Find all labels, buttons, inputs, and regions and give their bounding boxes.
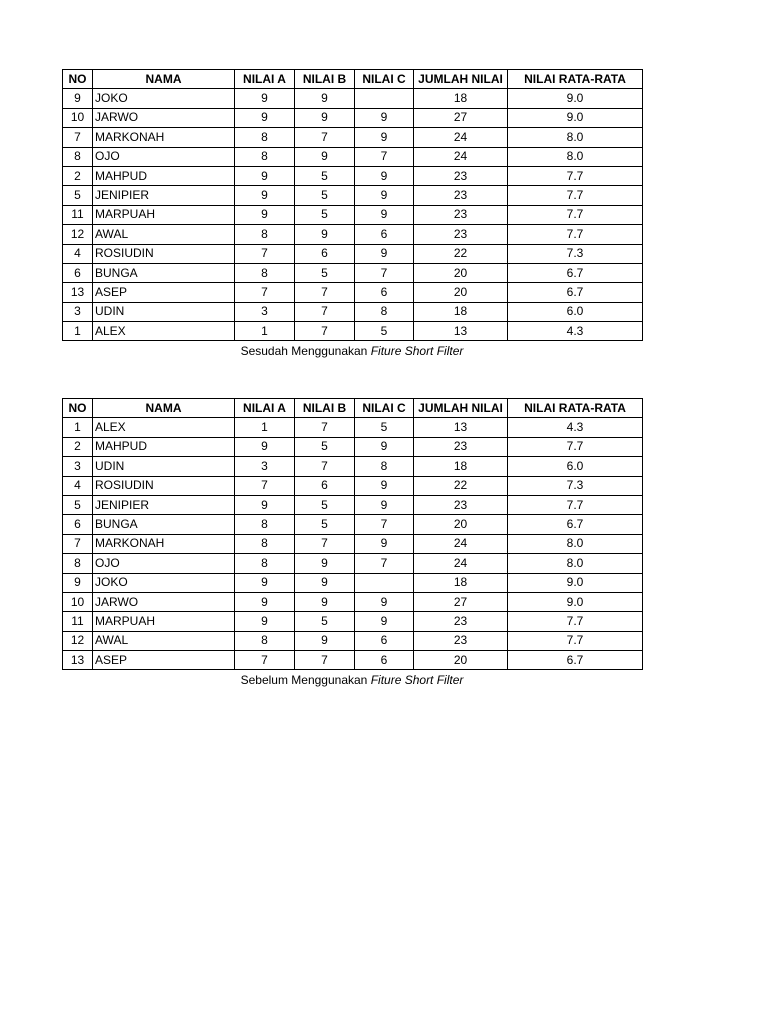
table-row — [63, 283, 643, 302]
cell-nilai-c: 9 — [355, 128, 414, 147]
header-no: NO — [63, 399, 93, 418]
cell-nilai-rata-rata: 7.7 — [508, 495, 643, 514]
cell-nilai-rata-rata: 7.7 — [508, 612, 643, 631]
cell-nilai-rata-rata: 7.7 — [508, 205, 643, 224]
cell-nilai-b: 7 — [295, 457, 355, 476]
cell-nilai-b: 9 — [295, 108, 355, 127]
cell-no: 4 — [63, 244, 93, 263]
caption-text: Sesudah Menggunakan — [240, 344, 368, 359]
cell-nilai-b: 7 — [295, 651, 355, 670]
cell-nilai-a: 9 — [235, 108, 295, 127]
cell-nilai-c: 6 — [355, 283, 414, 302]
cell-jumlah-nilai: 20 — [414, 651, 508, 670]
cell-nama: JOKO — [93, 573, 235, 592]
table-row — [63, 457, 643, 476]
cell-no: 6 — [63, 515, 93, 534]
cell-nilai-b: 5 — [295, 515, 355, 534]
cell-nilai-c: 8 — [355, 302, 414, 321]
cell-no: 13 — [63, 651, 93, 670]
table-row — [63, 302, 643, 321]
cell-nilai-a: 9 — [235, 205, 295, 224]
cell-nama: JARWO — [93, 592, 235, 611]
table-row — [63, 631, 643, 650]
cell-nilai-a: 7 — [235, 244, 295, 263]
table-body — [63, 418, 643, 670]
table-row — [63, 612, 643, 631]
cell-no: 8 — [63, 147, 93, 166]
cell-jumlah-nilai: 23 — [414, 495, 508, 514]
cell-nilai-c: 7 — [355, 147, 414, 166]
cell-nilai-a: 9 — [235, 166, 295, 185]
cell-nilai-c: 9 — [355, 108, 414, 127]
cell-nilai-c — [355, 89, 414, 108]
cell-nilai-a: 1 — [235, 418, 295, 437]
cell-jumlah-nilai: 27 — [414, 592, 508, 611]
header-jumlah-nilai: JUMLAH NILAI — [414, 399, 508, 418]
cell-nilai-b: 7 — [295, 534, 355, 553]
cell-no: 2 — [63, 437, 93, 456]
cell-jumlah-nilai: 13 — [414, 418, 508, 437]
cell-nama: ALEX — [93, 418, 235, 437]
cell-nilai-a: 9 — [235, 89, 295, 108]
sorted-grade-table — [62, 69, 643, 341]
cell-nilai-rata-rata: 9.0 — [508, 592, 643, 611]
cell-nilai-c: 9 — [355, 437, 414, 456]
cell-jumlah-nilai: 23 — [414, 166, 508, 185]
cell-nilai-b: 9 — [295, 573, 355, 592]
header-nilai-a: NILAI A — [235, 70, 295, 89]
cell-no: 4 — [63, 476, 93, 495]
cell-nama: MARKONAH — [93, 128, 235, 147]
cell-nilai-b: 9 — [295, 554, 355, 573]
cell-no: 3 — [63, 457, 93, 476]
cell-nilai-rata-rata: 7.7 — [508, 166, 643, 185]
cell-nilai-b: 7 — [295, 128, 355, 147]
cell-jumlah-nilai: 24 — [414, 534, 508, 553]
cell-nilai-a: 8 — [235, 128, 295, 147]
table-row — [63, 147, 643, 166]
cell-nama: JENIPIER — [93, 495, 235, 514]
cell-nilai-rata-rata: 4.3 — [508, 322, 643, 341]
table-row — [63, 515, 643, 534]
cell-jumlah-nilai: 20 — [414, 263, 508, 282]
cell-no: 10 — [63, 108, 93, 127]
cell-no: 5 — [63, 186, 93, 205]
cell-nilai-c: 9 — [355, 476, 414, 495]
caption-text: Sebelum Menggunakan — [240, 673, 368, 688]
cell-nilai-c: 9 — [355, 244, 414, 263]
cell-jumlah-nilai: 13 — [414, 322, 508, 341]
cell-nilai-b: 7 — [295, 418, 355, 437]
cell-nilai-b: 9 — [295, 89, 355, 108]
table-row — [63, 166, 643, 185]
cell-nilai-c: 6 — [355, 631, 414, 650]
caption-emphasis: Fiture Short Filter — [370, 344, 464, 359]
cell-nilai-c — [355, 573, 414, 592]
cell-nama: MAHPUD — [93, 437, 235, 456]
table-row — [63, 534, 643, 553]
table-row — [63, 495, 643, 514]
cell-jumlah-nilai: 18 — [414, 573, 508, 592]
table-row — [63, 108, 643, 127]
cell-nilai-rata-rata: 9.0 — [508, 89, 643, 108]
cell-nilai-b: 5 — [295, 263, 355, 282]
cell-nilai-rata-rata: 4.3 — [508, 418, 643, 437]
cell-jumlah-nilai: 18 — [414, 302, 508, 321]
cell-nilai-c: 5 — [355, 418, 414, 437]
cell-nilai-rata-rata: 6.7 — [508, 263, 643, 282]
cell-nilai-rata-rata: 6.7 — [508, 283, 643, 302]
cell-nilai-b: 9 — [295, 631, 355, 650]
cell-nilai-a: 7 — [235, 476, 295, 495]
table-caption — [62, 343, 642, 359]
table-row — [63, 89, 643, 108]
cell-nilai-a: 7 — [235, 283, 295, 302]
cell-nama: UDIN — [93, 302, 235, 321]
table-row — [63, 592, 643, 611]
cell-nilai-a: 8 — [235, 225, 295, 244]
cell-jumlah-nilai: 22 — [414, 476, 508, 495]
cell-nilai-b: 5 — [295, 437, 355, 456]
cell-nilai-rata-rata: 9.0 — [508, 108, 643, 127]
cell-nilai-c: 9 — [355, 495, 414, 514]
cell-nilai-b: 7 — [295, 283, 355, 302]
cell-jumlah-nilai: 23 — [414, 205, 508, 224]
cell-nilai-b: 5 — [295, 205, 355, 224]
cell-nilai-b: 5 — [295, 612, 355, 631]
header-nilai-c: NILAI C — [355, 399, 414, 418]
table-header-row — [63, 399, 643, 418]
cell-jumlah-nilai: 23 — [414, 437, 508, 456]
cell-jumlah-nilai: 20 — [414, 515, 508, 534]
cell-jumlah-nilai: 18 — [414, 457, 508, 476]
cell-nilai-a: 9 — [235, 437, 295, 456]
table-row — [63, 128, 643, 147]
cell-no: 1 — [63, 418, 93, 437]
table-row — [63, 322, 643, 341]
header-nama: NAMA — [93, 399, 235, 418]
cell-nama: MARPUAH — [93, 205, 235, 224]
cell-nama: BUNGA — [93, 263, 235, 282]
table-caption — [62, 672, 642, 688]
cell-nama: AWAL — [93, 631, 235, 650]
cell-jumlah-nilai: 23 — [414, 612, 508, 631]
table-row — [63, 573, 643, 592]
table-row — [63, 554, 643, 573]
cell-jumlah-nilai: 22 — [414, 244, 508, 263]
table-row — [63, 476, 643, 495]
header-jumlah-nilai: JUMLAH NILAI — [414, 70, 508, 89]
cell-nilai-a: 8 — [235, 554, 295, 573]
cell-nilai-c: 9 — [355, 186, 414, 205]
cell-jumlah-nilai: 24 — [414, 128, 508, 147]
cell-nilai-c: 9 — [355, 534, 414, 553]
cell-nilai-a: 9 — [235, 592, 295, 611]
table-row — [63, 437, 643, 456]
cell-jumlah-nilai: 24 — [414, 147, 508, 166]
cell-no: 1 — [63, 322, 93, 341]
cell-nilai-rata-rata: 7.7 — [508, 186, 643, 205]
cell-nilai-c: 6 — [355, 225, 414, 244]
cell-nilai-c: 7 — [355, 263, 414, 282]
table-row — [63, 418, 643, 437]
cell-nilai-b: 6 — [295, 244, 355, 263]
unsorted-grade-table — [62, 398, 643, 670]
cell-nilai-a: 8 — [235, 263, 295, 282]
table-row — [63, 205, 643, 224]
cell-no: 9 — [63, 89, 93, 108]
cell-nilai-c: 9 — [355, 612, 414, 631]
cell-nama: ROSIUDIN — [93, 244, 235, 263]
cell-nama: JOKO — [93, 89, 235, 108]
cell-jumlah-nilai: 18 — [414, 89, 508, 108]
table-body — [63, 89, 643, 341]
cell-no: 10 — [63, 592, 93, 611]
cell-nilai-rata-rata: 8.0 — [508, 147, 643, 166]
cell-nama: AWAL — [93, 225, 235, 244]
cell-no: 6 — [63, 263, 93, 282]
cell-nilai-rata-rata: 8.0 — [508, 128, 643, 147]
cell-nilai-rata-rata: 7.7 — [508, 437, 643, 456]
cell-nilai-a: 8 — [235, 515, 295, 534]
cell-no: 7 — [63, 534, 93, 553]
header-nama: NAMA — [93, 70, 235, 89]
cell-jumlah-nilai: 23 — [414, 225, 508, 244]
cell-nama: ASEP — [93, 283, 235, 302]
cell-nilai-a: 3 — [235, 457, 295, 476]
cell-nilai-b: 9 — [295, 147, 355, 166]
cell-jumlah-nilai: 27 — [414, 108, 508, 127]
cell-nilai-a: 9 — [235, 573, 295, 592]
table-row — [63, 244, 643, 263]
cell-no: 8 — [63, 554, 93, 573]
cell-nama: ROSIUDIN — [93, 476, 235, 495]
unsorted-table-block — [62, 398, 642, 688]
cell-nilai-a: 1 — [235, 322, 295, 341]
header-nilai-c: NILAI C — [355, 70, 414, 89]
cell-nilai-c: 9 — [355, 592, 414, 611]
header-nilai-rata-rata: NILAI RATA-RATA — [508, 70, 643, 89]
cell-nilai-c: 5 — [355, 322, 414, 341]
cell-nilai-rata-rata: 7.3 — [508, 476, 643, 495]
cell-nama: MARPUAH — [93, 612, 235, 631]
table-row — [63, 263, 643, 282]
cell-nilai-b: 5 — [295, 186, 355, 205]
table-row — [63, 651, 643, 670]
cell-nilai-a: 8 — [235, 534, 295, 553]
cell-nilai-rata-rata: 6.0 — [508, 457, 643, 476]
cell-nilai-rata-rata: 9.0 — [508, 573, 643, 592]
cell-nilai-c: 9 — [355, 205, 414, 224]
cell-nilai-a: 8 — [235, 147, 295, 166]
cell-no: 5 — [63, 495, 93, 514]
cell-nama: JARWO — [93, 108, 235, 127]
header-nilai-b: NILAI B — [295, 399, 355, 418]
cell-nilai-a: 3 — [235, 302, 295, 321]
cell-nilai-rata-rata: 6.0 — [508, 302, 643, 321]
cell-nilai-c: 8 — [355, 457, 414, 476]
cell-jumlah-nilai: 23 — [414, 186, 508, 205]
cell-no: 7 — [63, 128, 93, 147]
cell-no: 12 — [63, 225, 93, 244]
cell-nilai-c: 7 — [355, 554, 414, 573]
cell-nama: MARKONAH — [93, 534, 235, 553]
cell-nilai-rata-rata: 8.0 — [508, 534, 643, 553]
cell-nilai-rata-rata: 7.3 — [508, 244, 643, 263]
cell-nilai-c: 7 — [355, 515, 414, 534]
cell-nilai-b: 5 — [295, 166, 355, 185]
cell-jumlah-nilai: 20 — [414, 283, 508, 302]
header-nilai-rata-rata: NILAI RATA-RATA — [508, 399, 643, 418]
cell-nama: OJO — [93, 147, 235, 166]
cell-nilai-rata-rata: 6.7 — [508, 651, 643, 670]
cell-nilai-a: 9 — [235, 612, 295, 631]
cell-nilai-b: 9 — [295, 225, 355, 244]
cell-nilai-c: 9 — [355, 166, 414, 185]
sorted-table-block — [62, 69, 642, 359]
cell-nilai-a: 8 — [235, 631, 295, 650]
cell-nilai-rata-rata: 8.0 — [508, 554, 643, 573]
cell-nilai-a: 9 — [235, 495, 295, 514]
cell-nilai-b: 7 — [295, 302, 355, 321]
header-no: NO — [63, 70, 93, 89]
cell-nama: ALEX — [93, 322, 235, 341]
cell-nilai-c: 6 — [355, 651, 414, 670]
cell-no: 11 — [63, 205, 93, 224]
cell-nilai-b: 9 — [295, 592, 355, 611]
header-nilai-b: NILAI B — [295, 70, 355, 89]
cell-nama: JENIPIER — [93, 186, 235, 205]
cell-nilai-rata-rata: 7.7 — [508, 225, 643, 244]
cell-jumlah-nilai: 24 — [414, 554, 508, 573]
cell-nama: ASEP — [93, 651, 235, 670]
cell-nilai-rata-rata: 6.7 — [508, 515, 643, 534]
cell-nilai-rata-rata: 7.7 — [508, 631, 643, 650]
cell-nilai-b: 5 — [295, 495, 355, 514]
cell-no: 9 — [63, 573, 93, 592]
cell-nilai-a: 7 — [235, 651, 295, 670]
cell-jumlah-nilai: 23 — [414, 631, 508, 650]
cell-nilai-a: 9 — [235, 186, 295, 205]
table-row — [63, 186, 643, 205]
cell-no: 3 — [63, 302, 93, 321]
cell-nama: OJO — [93, 554, 235, 573]
table-header-row — [63, 70, 643, 89]
cell-nama: UDIN — [93, 457, 235, 476]
cell-nilai-b: 6 — [295, 476, 355, 495]
cell-no: 12 — [63, 631, 93, 650]
header-nilai-a: NILAI A — [235, 399, 295, 418]
table-row — [63, 225, 643, 244]
cell-no: 11 — [63, 612, 93, 631]
cell-no: 13 — [63, 283, 93, 302]
cell-nilai-b: 7 — [295, 322, 355, 341]
caption-emphasis: Fiture Short Filter — [370, 673, 464, 688]
cell-nama: BUNGA — [93, 515, 235, 534]
cell-no: 2 — [63, 166, 93, 185]
cell-nama: MAHPUD — [93, 166, 235, 185]
